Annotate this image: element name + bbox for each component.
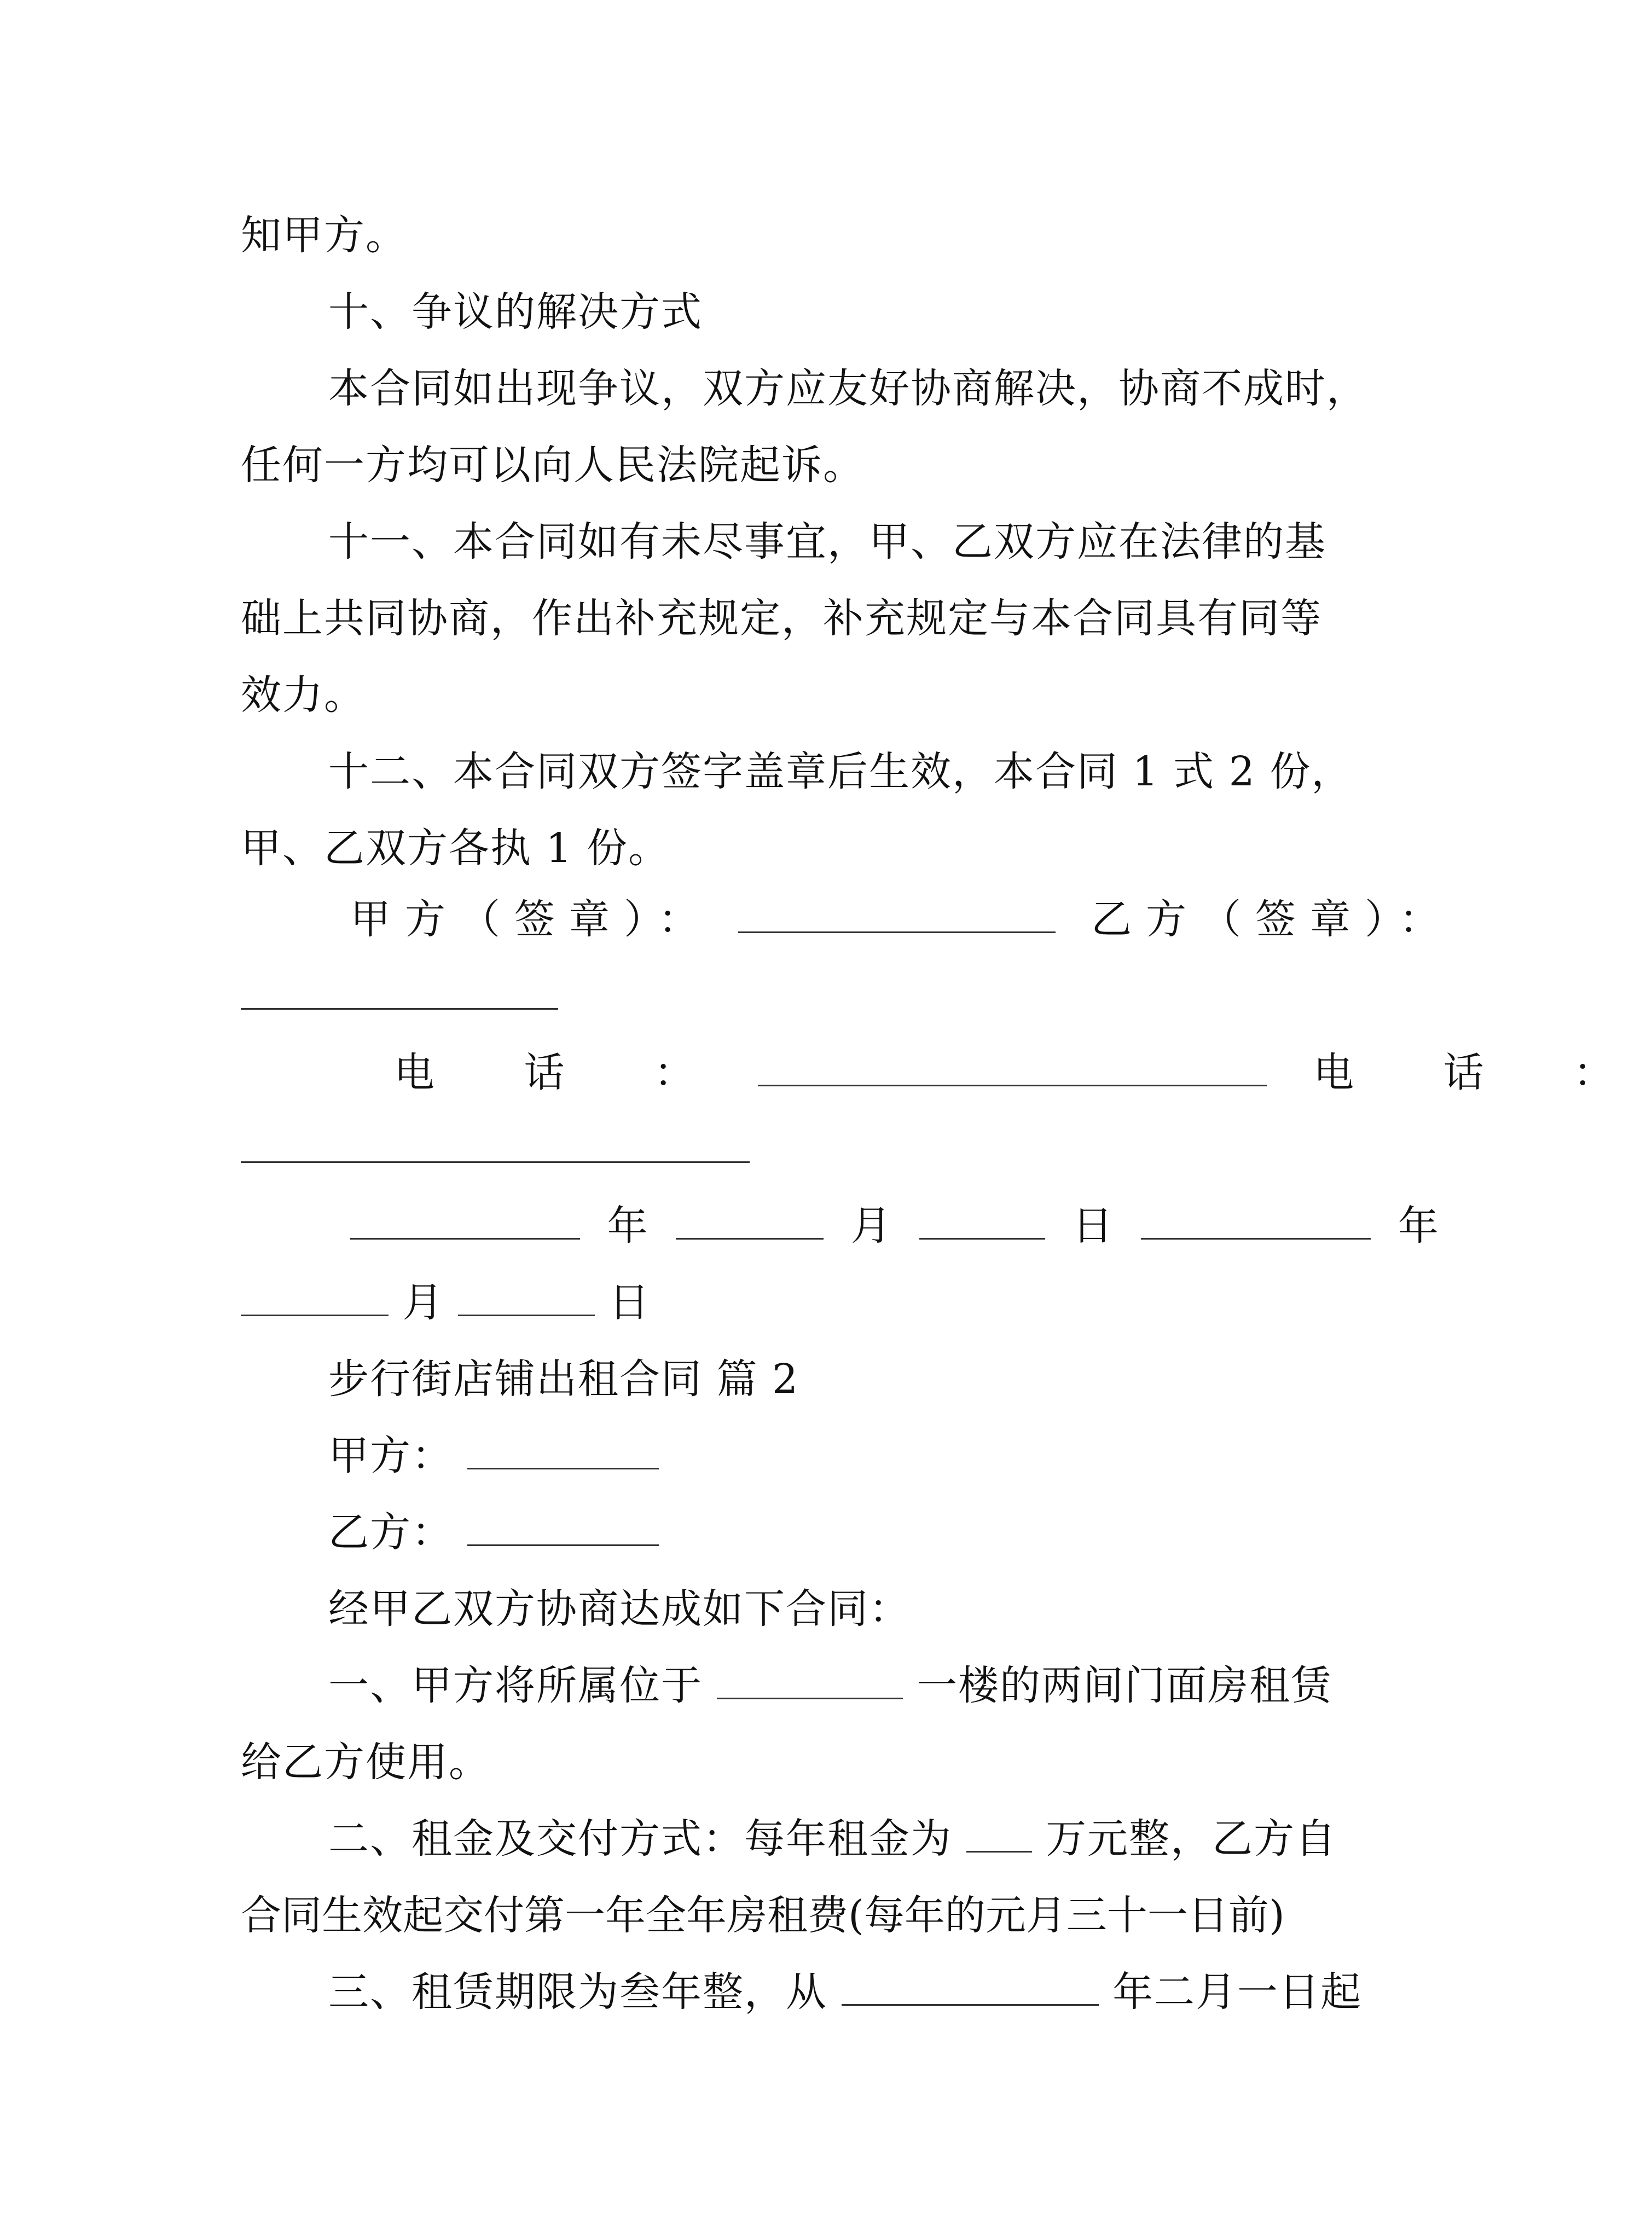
month-label: 月 (850, 1202, 892, 1249)
phone-row (394, 1045, 1652, 1100)
clause-1-text: 一、甲方将所属位于 (328, 1662, 703, 1709)
phone-label-b: 电 话 ： (1313, 1049, 1652, 1096)
text-line: 合同生效起交付第一年全年房租费(每年的元月三十一日前) (241, 1892, 1285, 1939)
text-line: 本合同如出现争议，双方应友好协商解决，协商不成时， (328, 365, 1368, 412)
party-b-row (328, 1505, 659, 1560)
text-line: 任何一方均可以向人民法院起诉。 (241, 442, 865, 489)
text-line: 效力。 (241, 672, 366, 719)
clause-2-row (328, 1811, 1337, 1866)
clause-2-text-cont: 万元整，乙方自 (1046, 1815, 1337, 1862)
rent-blank[interactable] (966, 1813, 1032, 1853)
clause-3-text: 三、租赁期限为叁年整，从 (328, 1969, 827, 2016)
year-blank-a[interactable] (350, 1200, 580, 1240)
start-year-blank[interactable] (842, 1966, 1099, 2006)
section-title: 步行街店铺出租合同 篇 2 (328, 1356, 799, 1403)
location-blank[interactable] (717, 1659, 903, 1699)
party-a-blank[interactable] (467, 1429, 659, 1469)
text-line: 甲、乙双方各执 1 份。 (241, 825, 670, 872)
party-a-row (328, 1428, 659, 1483)
date-row (350, 1199, 1440, 1253)
date-row-continued (241, 1275, 651, 1330)
section-heading: 十、争议的解决方式 (328, 288, 703, 335)
month-blank-a[interactable] (676, 1200, 824, 1240)
day-blank-b[interactable] (458, 1276, 595, 1316)
text-line: 十一、本合同如有未尽事宜，甲、乙双方应在法律的基 (328, 518, 1326, 565)
text-line: 给乙方使用。 (241, 1739, 490, 1786)
day-label: 日 (608, 1279, 651, 1326)
phone-row-continued (241, 1122, 750, 1177)
party-b-label: 乙方： (328, 1509, 453, 1556)
party-a-sign-blank[interactable] (738, 893, 1056, 933)
phone-blank-a[interactable] (758, 1046, 1267, 1086)
year-blank-b[interactable] (1141, 1200, 1371, 1240)
phone-blank-b[interactable] (241, 1123, 750, 1163)
intro-line: 经甲乙双方协商达成如下合同： (328, 1585, 911, 1633)
clause-2-text: 二、租金及交付方式：每年租金为 (328, 1815, 952, 1862)
text-line: 十二、本合同双方签字盖章后生效，本合同 1 式 2 份， (328, 748, 1353, 795)
text-line: 知甲方。 (241, 212, 407, 259)
party-a-label: 甲方： (328, 1432, 453, 1479)
day-blank-a[interactable] (919, 1200, 1045, 1240)
clause-1-row (328, 1658, 1332, 1713)
clause-3-row (328, 1965, 1362, 2019)
clause-1-text-cont: 一楼的两间门面房租赁 (917, 1662, 1333, 1709)
month-label: 月 (402, 1279, 444, 1326)
signature-row (350, 892, 1454, 947)
year-label: 年 (1398, 1202, 1440, 1249)
party-b-sign-label: 乙方（签章）： (1091, 896, 1454, 943)
phone-label-a: 电 话 ： (394, 1049, 733, 1096)
signature-row-continued (241, 969, 558, 1023)
year-label: 年 (607, 1202, 649, 1249)
party-b-sign-blank[interactable] (241, 970, 558, 1010)
text-line: 础上共同协商，作出补充规定，补充规定与本合同具有同等 (241, 595, 1322, 642)
clause-3-text-cont: 年二月一日起 (1112, 1969, 1363, 2016)
party-b-blank[interactable] (467, 1506, 659, 1546)
month-blank-b[interactable] (241, 1276, 389, 1316)
day-label: 日 (1072, 1202, 1114, 1249)
party-a-sign-label: 甲方（签章）： (350, 896, 713, 943)
